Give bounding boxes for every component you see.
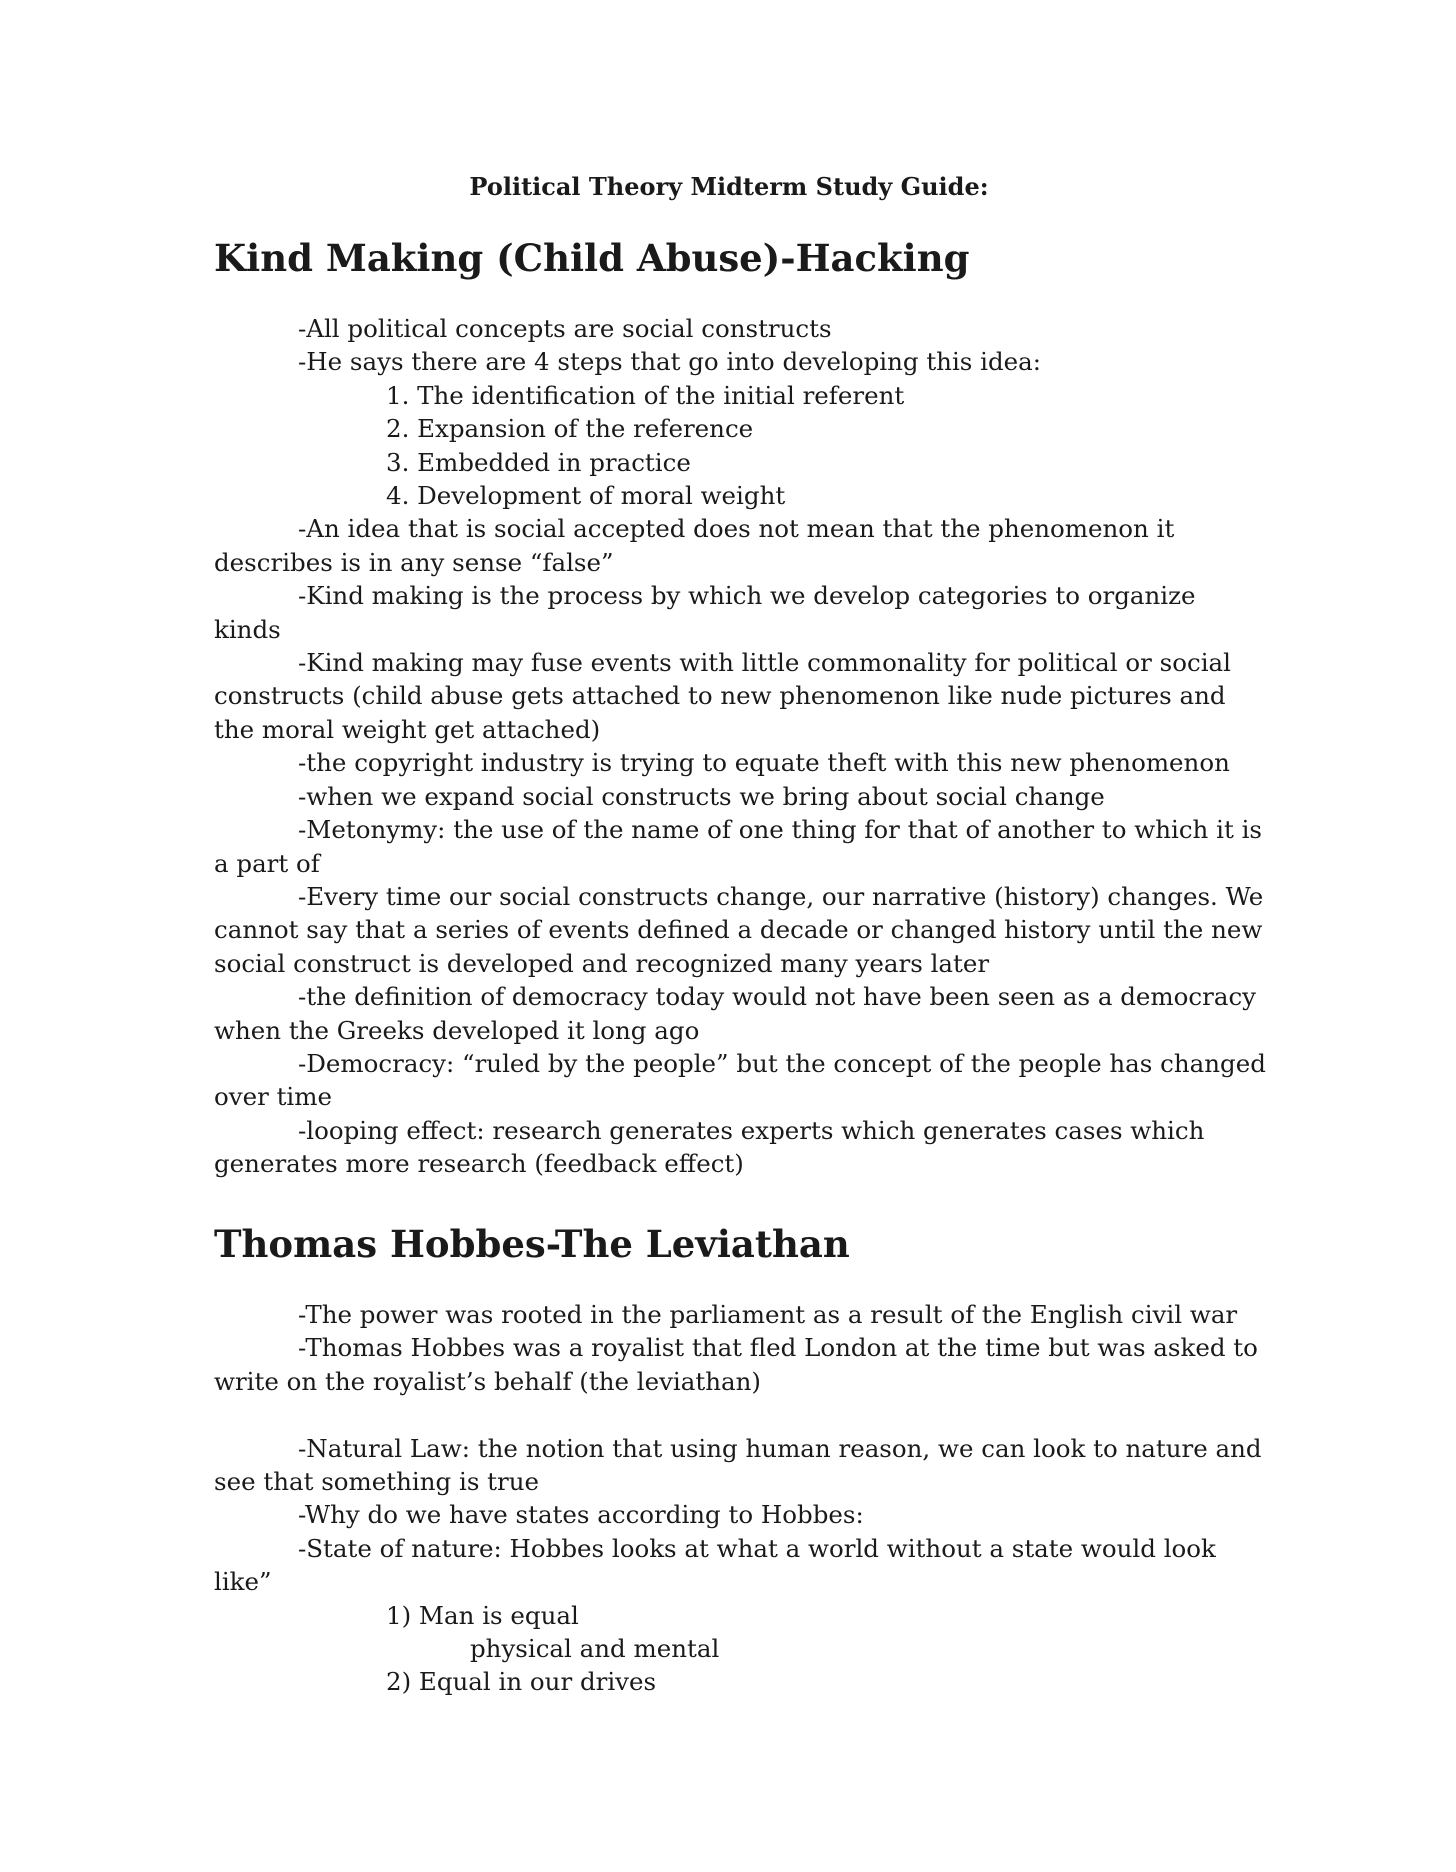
section-kind-making xyxy=(214,232,1266,1181)
text-line: 1. The identification of the initial referent xyxy=(386,380,905,410)
text-line: -Kind making is the process by which we develop categories to organize xyxy=(298,581,1196,611)
text-line: -Natural Law: the notion that using human reason, we can look to nature and xyxy=(298,1433,1262,1463)
section-hobbes-leviathan xyxy=(214,1218,1262,1699)
text-line: write on the royalist’s behalf (the leviathan) xyxy=(214,1366,761,1396)
text-line: the moral weight get attached) xyxy=(214,714,601,744)
section-heading: Kind Making (Child Abuse)-Hacking xyxy=(214,236,970,280)
text-line: -the definition of democracy today would not have been seen as a democracy xyxy=(298,982,1257,1012)
text-line: describes is in any sense “false” xyxy=(214,547,614,577)
text-line: when the Greeks developed it long ago xyxy=(214,1015,700,1045)
text-line: a part of xyxy=(214,848,320,878)
text-line: like” xyxy=(214,1567,272,1597)
section-body xyxy=(214,312,1266,1181)
text-line: kinds xyxy=(214,614,281,644)
text-line: 2. Expansion of the reference xyxy=(386,414,754,444)
text-line: 3. Embedded in practice xyxy=(386,447,691,477)
text-line: constructs (child abuse gets attached to new phenomenon like nude pictures and xyxy=(214,681,1226,711)
text-line: -The power was rooted in the parliament as a result of the English civil war xyxy=(298,1300,1238,1329)
text-line: generates more research (feedback effect) xyxy=(214,1149,744,1179)
text-line: over time xyxy=(214,1082,333,1112)
blank-line xyxy=(214,1398,1254,1431)
text-line: see that something is true xyxy=(214,1467,540,1497)
text-line: -Metonymy: the use of the name of one thing for that of another to which it is xyxy=(298,815,1262,845)
text-line: social construct is developed and recognized many years later xyxy=(214,948,990,978)
text-line: -the copyright industry is trying to equate theft with this new phenomenon xyxy=(298,748,1230,778)
text-line: -Why do we have states according to Hobbes: xyxy=(298,1500,864,1530)
text-line: -when we expand social constructs we bring about social change xyxy=(298,781,1105,811)
section-body xyxy=(214,1298,1262,1699)
text-line: -State of nature: Hobbes looks at what a world without a state would look xyxy=(298,1533,1216,1563)
text-line: physical and mental xyxy=(470,1634,720,1664)
text-line: 1) Man is equal xyxy=(386,1600,579,1630)
text-line: -Democracy: “ruled by the people” but the concept of the people has changed xyxy=(298,1048,1266,1078)
text-line: -All political concepts are social constructs xyxy=(298,314,832,343)
document-title: Political Theory Midterm Study Guide: xyxy=(469,172,989,201)
text-line: 2) Equal in our drives xyxy=(386,1667,657,1697)
text-line: -An idea that is social accepted does not mean that the phenomenon it xyxy=(298,514,1175,544)
text-line: cannot say that a series of events defined a decade or changed history until the new xyxy=(214,915,1263,945)
text-line: -looping effect: research generates experts which generates cases which xyxy=(298,1115,1205,1145)
section-heading: Thomas Hobbes-The Leviathan xyxy=(214,1222,850,1266)
text-line: -Every time our social constructs change, our narrative (history) changes. We xyxy=(298,881,1264,911)
text-line: -Kind making may fuse events with little commonality for political or social xyxy=(298,648,1231,678)
text-line: -He says there are 4 steps that go into developing this idea: xyxy=(298,347,1042,377)
text-line: 4. Development of moral weight xyxy=(386,481,786,511)
text-line: -Thomas Hobbes was a royalist that fled London at the time but was asked to xyxy=(298,1333,1258,1363)
